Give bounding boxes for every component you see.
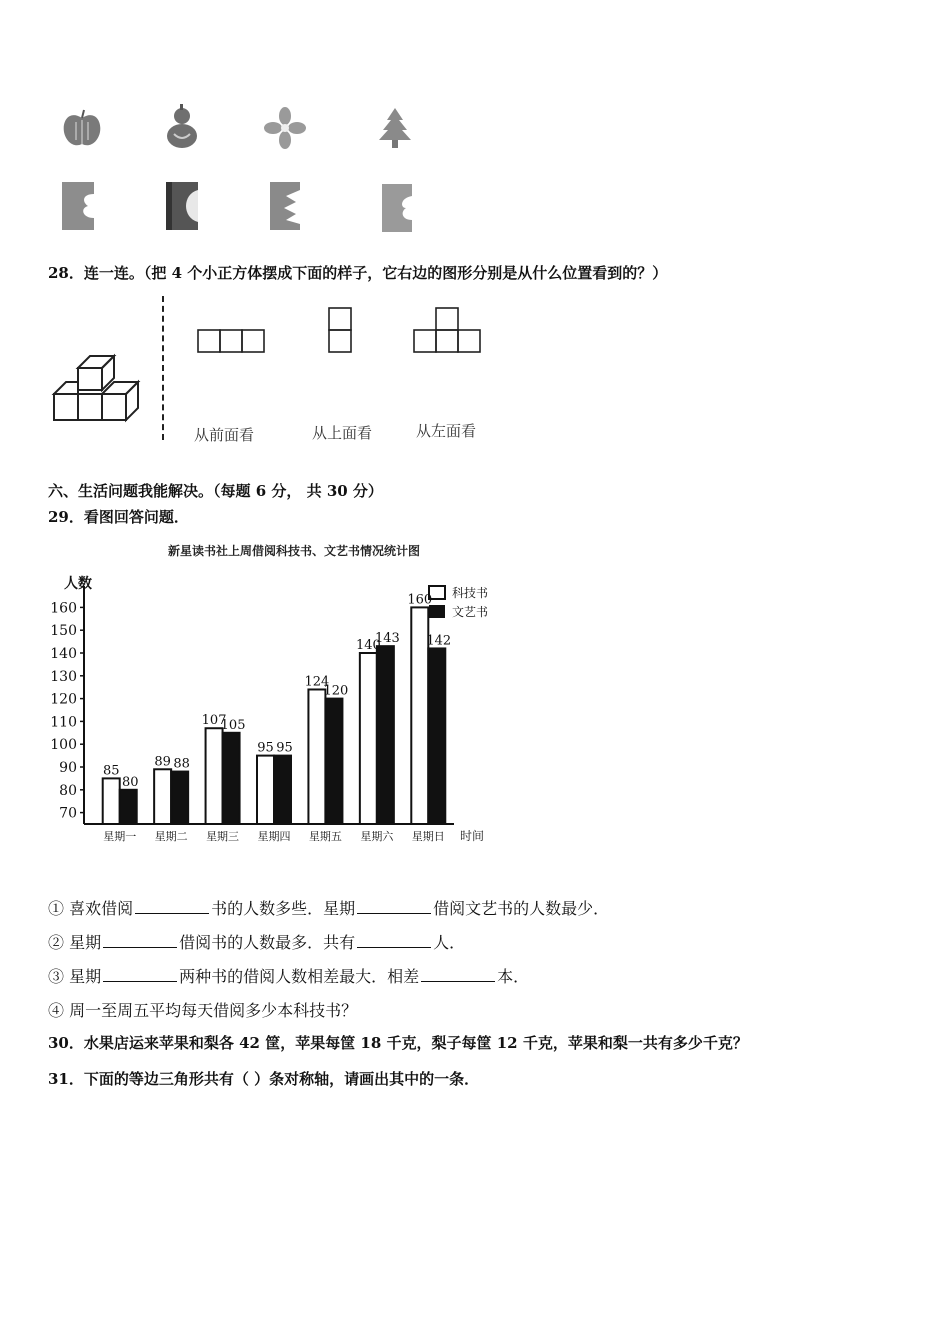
data-label-literature: 95 (276, 740, 293, 756)
chart-xlabel: 时间 (460, 829, 485, 843)
q29-sub1-blank-1[interactable] (135, 899, 209, 914)
divider-dashed-line (162, 296, 164, 440)
flower-icon (263, 106, 307, 150)
bar-literature (377, 646, 394, 824)
q29-sub1-blank-2[interactable] (357, 899, 431, 914)
data-label-tech: 160 (407, 592, 433, 608)
y-tick-label: 70 (59, 805, 77, 822)
chart-title: 新星读书社上周借阅科技书、文艺书情况统计图 (167, 544, 421, 558)
bar-literature (428, 648, 445, 824)
q29-sub3-blank-1[interactable] (103, 967, 177, 982)
question-29-title: 29．看图回答问题． (48, 508, 189, 526)
data-label-literature: 120 (323, 683, 349, 699)
q29-sub3-text-b: 两种书的借阅人数相差最大．相差 (179, 967, 420, 986)
cube-stack-figure (50, 350, 150, 426)
q29-sub1-text-c: 借阅文艺书的人数最少． (433, 899, 610, 918)
bar-tech (257, 756, 274, 824)
x-tick-label: 星期五 (308, 830, 342, 843)
q29-sub1-text-b: 书的人数多些．星期 (211, 899, 356, 918)
data-label-literature: 142 (426, 633, 452, 649)
q29-sub2-text-c: 人． (433, 933, 466, 952)
y-tick-label: 160 (50, 600, 77, 617)
bar-tech (308, 689, 325, 824)
cutout-zigzag-icon (268, 180, 302, 232)
q29-sub2-text-b: 借阅书的人数最多．共有 (179, 933, 356, 952)
top-view-figure (326, 306, 356, 356)
chart-legend (429, 585, 488, 619)
cutout-flower-icon (60, 180, 96, 232)
y-tick-label: 110 (50, 714, 77, 731)
bar-literature (325, 699, 342, 824)
legend-label-tech: 科技书 (452, 586, 489, 600)
y-tick-label: 80 (59, 782, 77, 799)
legend-label-lit: 文艺书 (452, 605, 489, 619)
q29-sub3-text-c: 本． (497, 967, 530, 986)
y-tick-label: 90 (59, 760, 77, 776)
x-tick-label: 星期一 (103, 830, 137, 843)
front-view-figure (196, 328, 268, 356)
q29-sub2-text-a: ② 星期 (48, 933, 102, 952)
y-tick-label: 150 (50, 623, 77, 640)
q29-sub2 (48, 930, 465, 953)
data-label-literature: 88 (173, 756, 190, 772)
y-tick-label: 100 (50, 737, 77, 754)
q29-sub1 (48, 896, 609, 919)
q29-sub3 (48, 964, 529, 987)
tree-icon (375, 106, 415, 150)
bar-tech (206, 728, 223, 824)
data-label-literature: 80 (121, 774, 139, 790)
q29-sub1-text-a: ① 喜欢借阅 (48, 899, 134, 918)
bar-tech (360, 653, 377, 824)
y-tick-label: 140 (50, 646, 77, 662)
x-tick-label: 星期二 (154, 830, 188, 843)
y-tick-label: 130 (50, 668, 77, 685)
cutout-moon-icon (164, 180, 200, 232)
apple-icon (60, 106, 104, 150)
x-tick-label: 星期六 (360, 830, 394, 843)
x-tick-label: 星期日 (411, 830, 445, 843)
q29-sub4: ④ 周一至周五平均每天借阅多少本科技书？ (48, 1001, 358, 1020)
data-label-tech: 89 (154, 754, 171, 770)
question-28-title: 28．连一连。（把 4 个小正方体摆成下面的样子，它右边的图形分别是从什么位置看到的？） (48, 264, 668, 282)
bar-literature (120, 790, 137, 824)
data-label-tech: 124 (304, 674, 330, 690)
q29-sub2-blank-1[interactable] (103, 933, 177, 948)
view-label-front: 从前面看 (194, 426, 255, 444)
question-30-title: 30．水果店运来苹果和梨各 42 筐，苹果每筐 18 千克，梨子每筐 12 千克，苹果和梨一共有多少千克？ (48, 1034, 748, 1052)
view-label-left: 从左面看 (416, 422, 477, 440)
section-6-title: 六、生活问题我能解决。（每题 6 分， 共 30 分） (48, 482, 383, 500)
data-label-literature: 105 (220, 717, 246, 733)
view-label-top: 从上面看 (312, 424, 373, 442)
bar-literature (274, 756, 291, 824)
data-label-tech: 107 (201, 713, 227, 729)
gourd-icon (162, 102, 202, 152)
data-label-tech: 95 (257, 740, 274, 756)
y-tick-label: 120 (50, 691, 77, 708)
q29-sub3-blank-2[interactable] (421, 967, 495, 982)
chart-ylabel: 人数 (64, 576, 92, 592)
data-label-tech: 140 (355, 638, 381, 653)
bar-chart (44, 538, 514, 850)
bar-tech (103, 778, 120, 824)
bar-literature (171, 772, 188, 824)
data-label-tech: 85 (102, 763, 120, 779)
left-view-figure (412, 306, 484, 356)
bar-literature (223, 733, 240, 824)
x-tick-label: 星期四 (257, 830, 291, 843)
data-label-literature: 143 (374, 631, 400, 647)
bar-tech (154, 769, 171, 824)
q29-sub2-blank-2[interactable] (357, 933, 431, 948)
question-31-title: 31．下面的等边三角形共有（ ）条对称轴，请画出其中的一条． (48, 1070, 480, 1088)
q29-sub3-text-a: ③ 星期 (48, 967, 102, 986)
cutout-tree-icon (380, 182, 414, 234)
x-tick-label: 星期三 (206, 830, 240, 843)
